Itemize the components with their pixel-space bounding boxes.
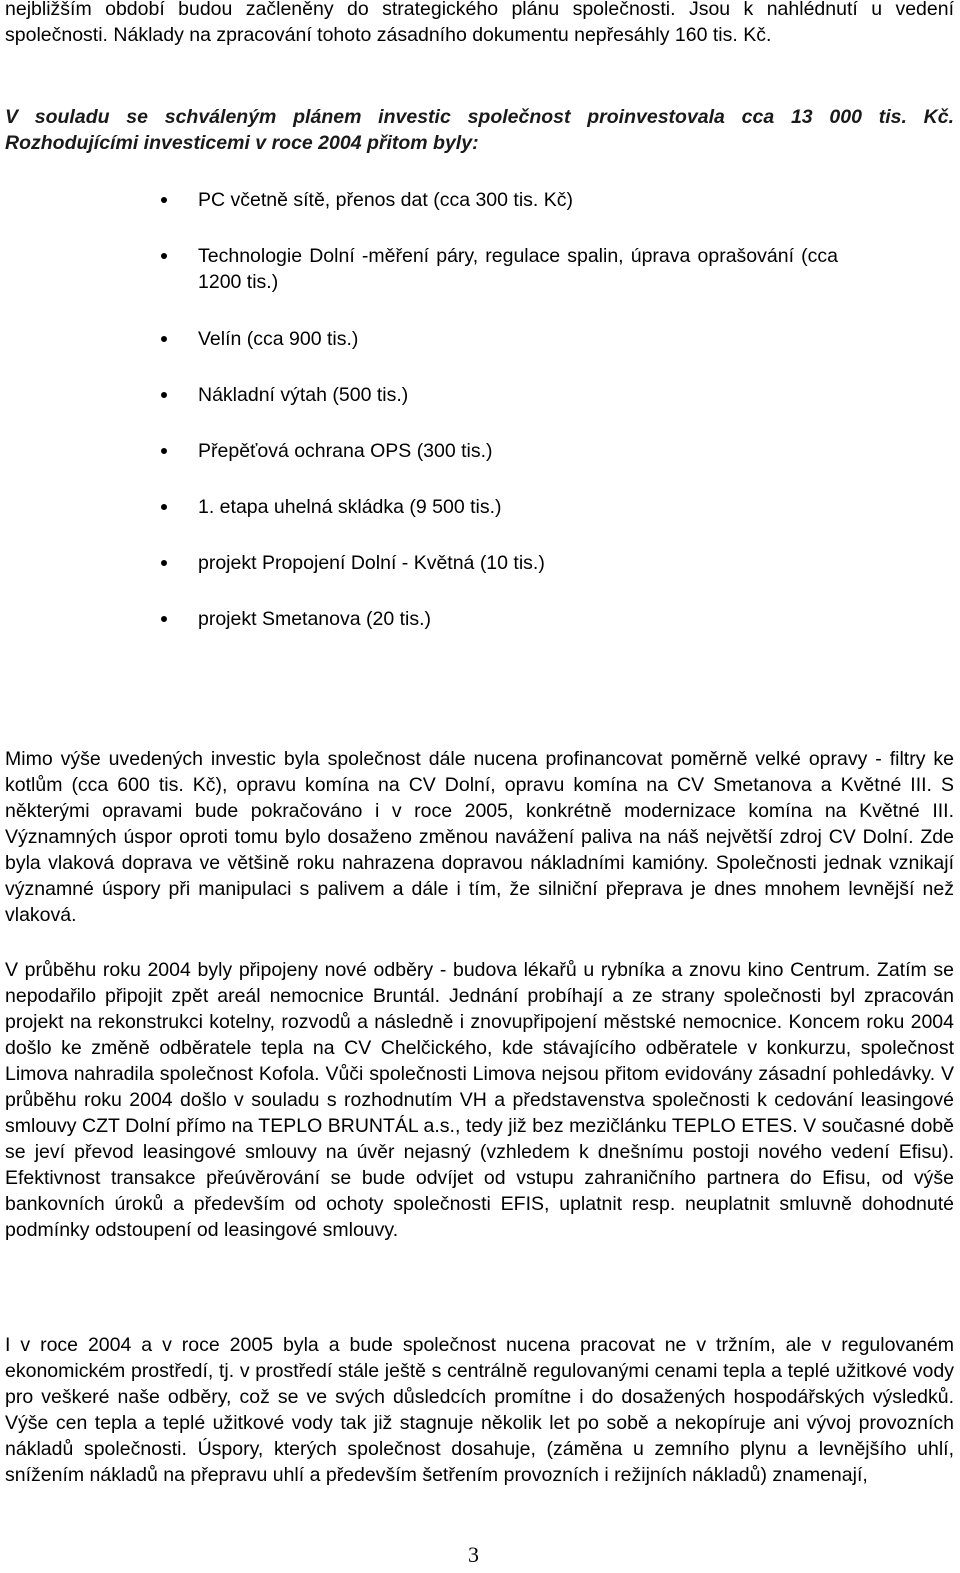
market-paragraph: I v roce 2004 a v roce 2005 byla a bude společnost nucena pracovat ne v tržním, ale v regulovaném ekonomickém prostředí, tj. v prostředí stále ještě s centrálně regulovanými cenami tepla a teplé užitkové vody pro veškeré naše odběry, což se ve svých důsledcích promítne i do dosažených hospodářských výsledků. Výše cen tepla a teplé užitkové vody tak již stagnuje několik let po sobě a nekopíruje ani vývoj provozních nákladů společnosti. Úspory, kterých společnost dosahuje, (záměna u zemního plynu a levnějšího uhlí, snížením nákladů na přepravu uhlí a především šetřením provozních i režijních nákladů) znamenají, [5, 1334, 954, 1486]
list-item [198, 550, 838, 576]
list-item [198, 187, 838, 213]
list-item [198, 494, 838, 520]
list-item-text: PC včetně sítě, přenos dat (cca 300 tis. Kč) [198, 189, 574, 211]
list-item-text: Velín (cca 900 tis.) [198, 328, 359, 350]
bullet-icon [161, 392, 167, 398]
bullet-icon [161, 504, 167, 510]
list-item-text: 1. etapa uhelná skládka (9 500 tis.) [198, 496, 502, 518]
bullet-icon [161, 616, 167, 622]
bullet-icon [161, 197, 167, 203]
list-item [198, 438, 838, 464]
list-item-text: projekt Smetanova (20 tis.) [198, 608, 432, 630]
intro-paragraph: nejbližším období budou začleněny do strategického plánu společnosti. Jsou k nahlédnutí u vedení společnosti. Náklady na zpracování tohoto zásadního dokumentu nepřesáhly 160 tis. Kč. [5, 0, 954, 46]
list-item [198, 243, 838, 295]
list-item-text: Nákladní výtah (500 tis.) [198, 384, 409, 406]
list-item-text: projekt Propojení Dolní - Květná (10 tis.) [198, 552, 545, 574]
bullet-icon [161, 253, 167, 259]
repairs-paragraph: Mimo výše uvedených investic byla společnost dále nucena profinancovat poměrně velké opravy - filtry ke kotlům (cca 600 tis. Kč), opravu komína na CV Dolní, opravu komína na CV Smetanova a Květné III. S některými opravami bude pokračováno i v roce 2005, konkrétně modernizace komína na Květné III. Významných úspor oproti tomu bylo dosaženo změnou navážení paliva na náš největší zdroj CV Dolní. Zde byla vlaková doprava ve většině roku nahrazena dopravou nákladními kamióny. Společnosti jednak vznikají významné úspory při manipulaci s palivem a dále i tím, že silniční přeprava je dnes mnohem levnější než vlaková. [5, 748, 954, 926]
connections-paragraph: V průběhu roku 2004 byly připojeny nové odběry - budova lékařů u rybníka a znovu kino Centrum. Zatím se nepodařilo připojit zpět areál nemocnice Bruntál. Jednání probíhají a ze strany společnosti byl zpracován projekt na rekonstrukci kotelny, rozvodů a následně i znovupřipojení městské nemocnice. Koncem roku 2004 došlo ke změně odběratele tepla na CV Chelčického, kde stávajícího odběratele v konkurzu, společnost Limova nahradila společnost Kofola. Vůči společnosti Limova nejsou přitom evidovány zásadní pohledávky. V průběhu roku 2004 došlo v souladu s rozhodnutím VH a představenstva společnosti k cedování leasingové smlouvy CZT Dolní přímo na TEPLO BRUNTÁL a.s., tedy již bez mezičlánku TEPLO ETES. V současné době se jeví převod leasingové smlouvy na úvěr nejasný (vzhledem k dnešnímu postoji nového vedení Efisu). Efektivnost transakce přeúvěrování se bude odvíjet od vstupu zahraničního partnera do Efisu, od výše bankovních úroků a především od ochoty společnosti EFIS, uplatnit resp. neuplatnit smluvně dohodnuté podmínky odstoupení od leasingové smlouvy. [5, 959, 954, 1241]
list-item [198, 382, 838, 408]
investment-heading: V souladu se schváleným plánem investic společnost proinvestovala cca 13 000 tis. Kč. Rozhodujícími investicemi v roce 2004 přitom byly: [5, 106, 954, 154]
list-item [198, 326, 838, 352]
list-item-text: Technologie Dolní -měření páry, regulace spalin, úprava oprašování (cca 1200 tis.) [198, 245, 838, 293]
page-number: 3 [468, 1542, 479, 1567]
list-item [198, 606, 838, 632]
bullet-icon [161, 448, 167, 454]
bullet-icon [161, 336, 167, 342]
bullet-icon [161, 560, 167, 566]
list-item-text: Přepěťová ochrana OPS (300 tis.) [198, 440, 493, 462]
